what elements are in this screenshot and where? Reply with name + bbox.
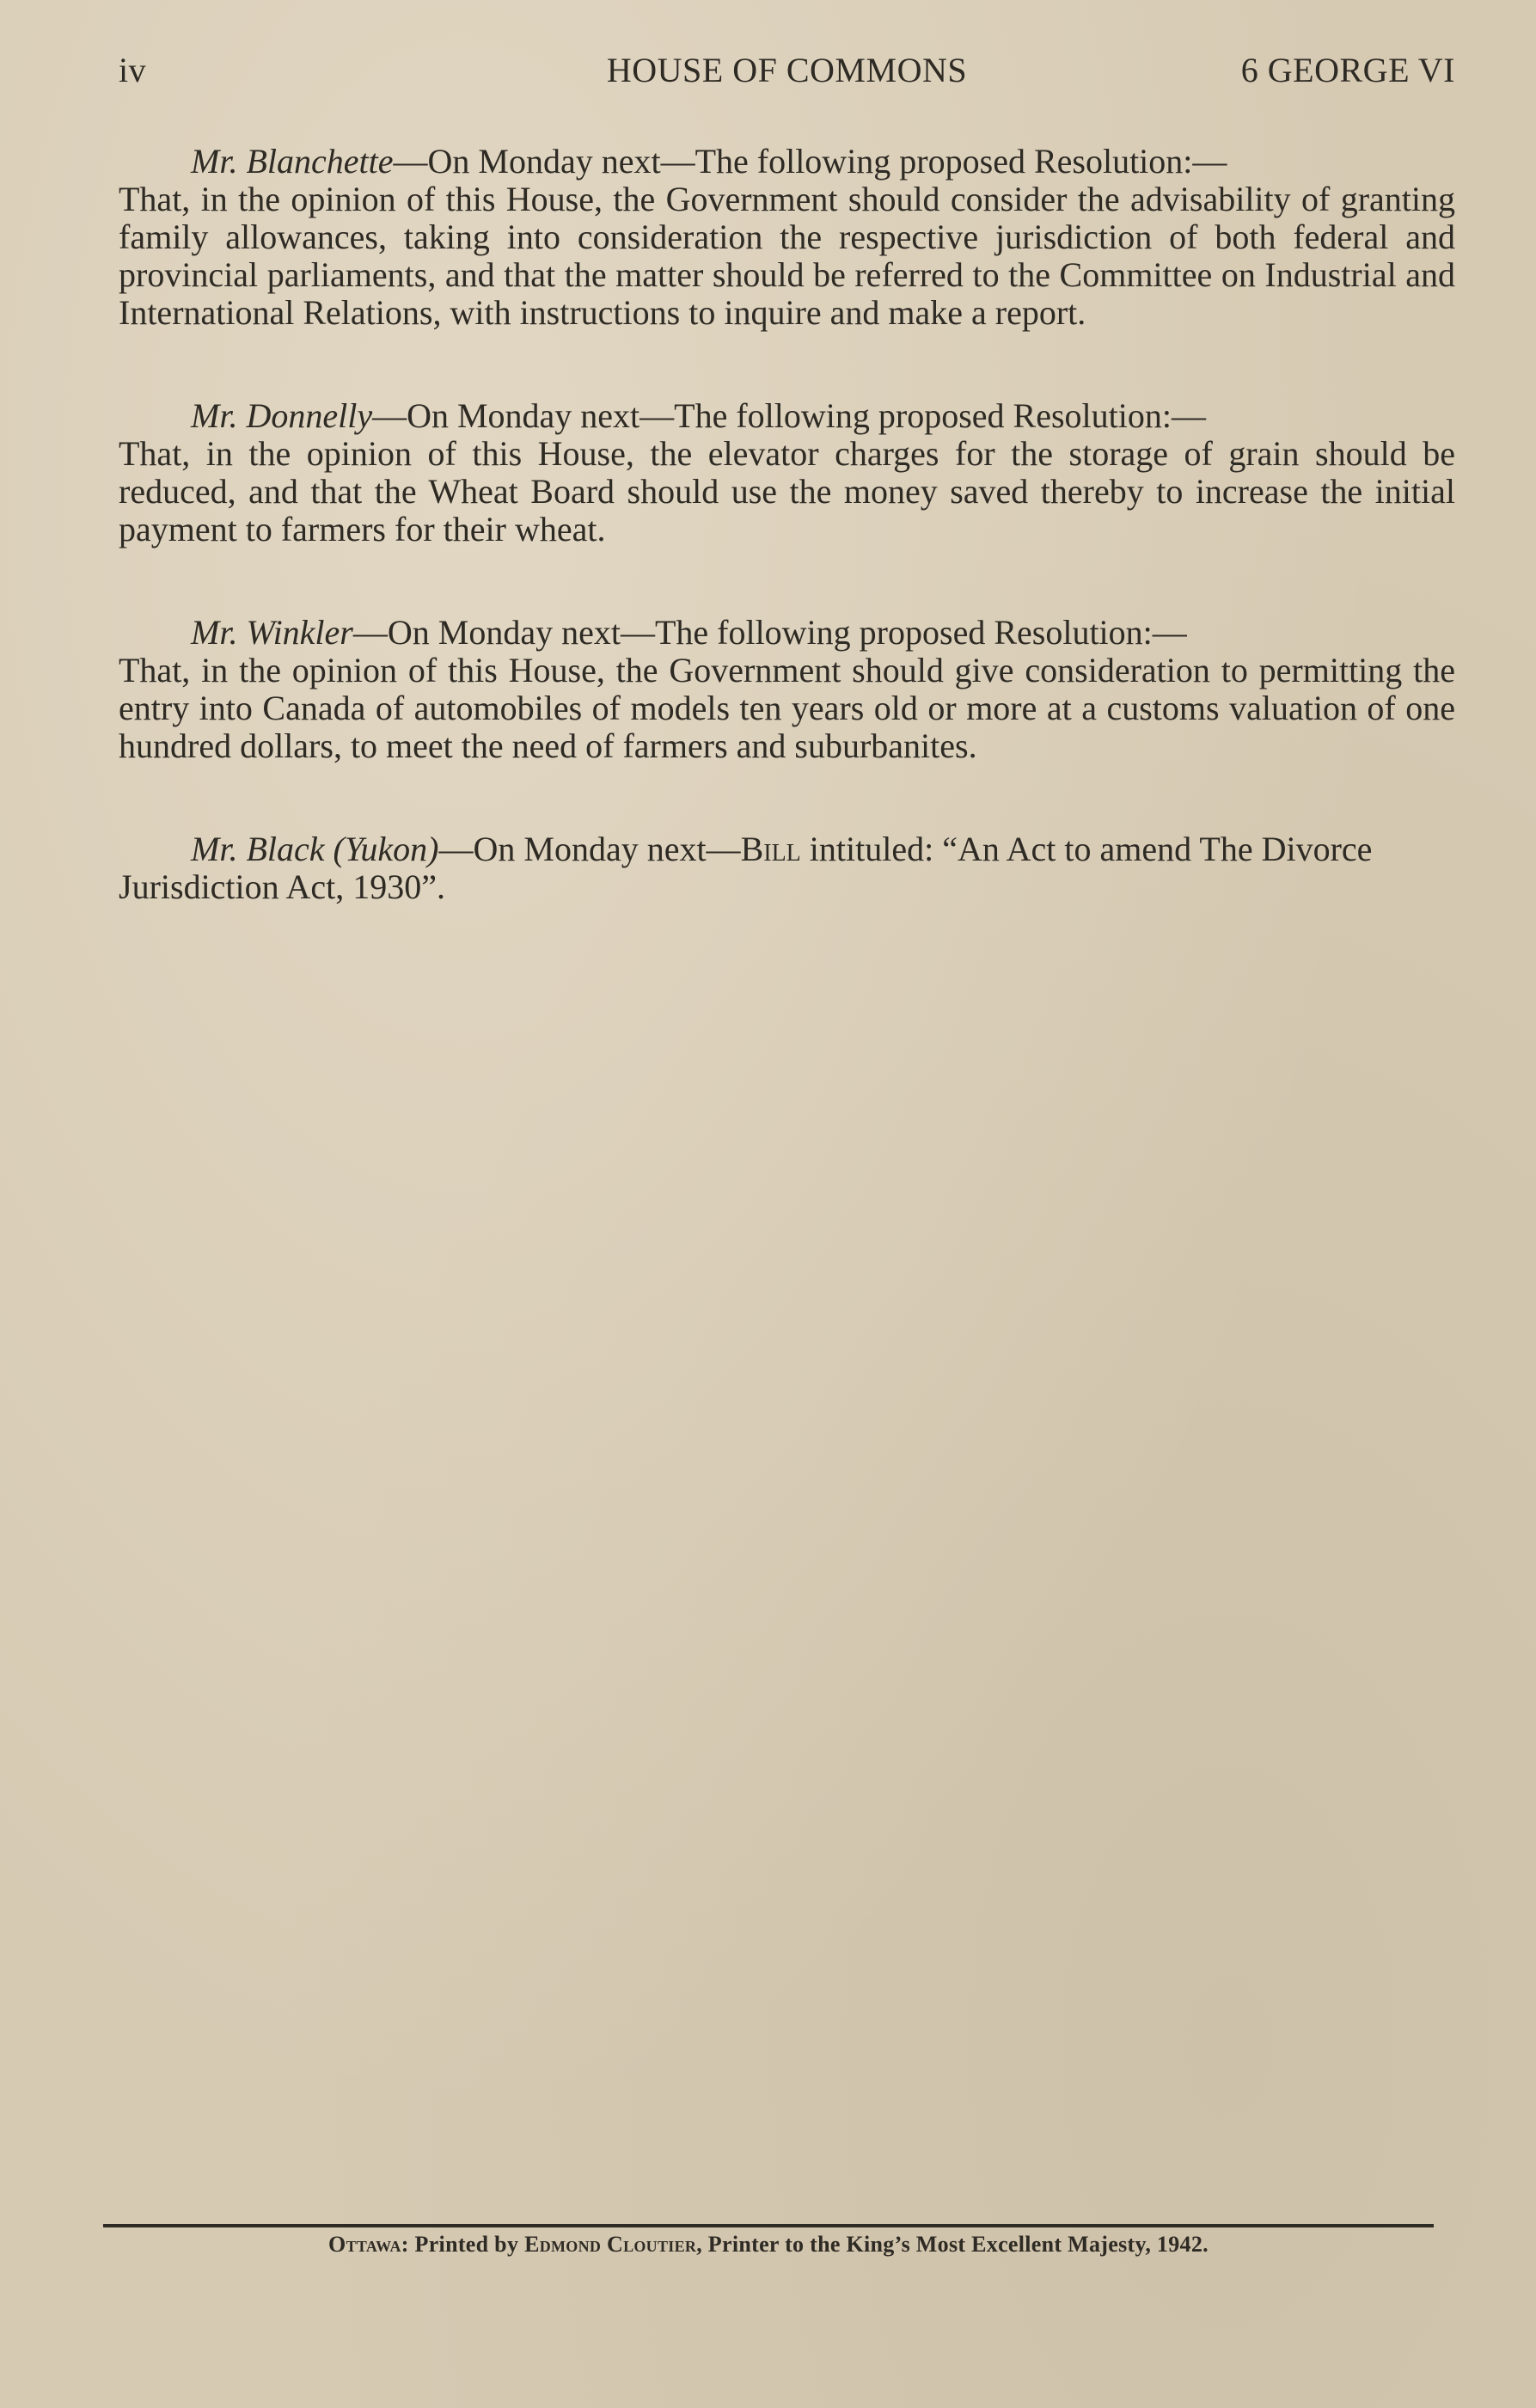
imprint-place: Ottawa [328,2232,401,2257]
notices-of-motion [119,143,1455,971]
resolution-text: That, in the opinion of this House, the Government should consider the advisability of granting family allowances, taking into consideration the respective jurisdiction of both federal and provincial parliaments, and that the matter should be referred to the Committee on Industrial and International Relations, with instructions to inquire and make a report. [119,180,1455,332]
member-name: Mr. Black (Yukon) [191,830,439,868]
notice-black-yukon [119,830,1455,906]
footer-rule [103,2224,1434,2227]
member-name: Mr. Donnelly [191,396,373,435]
regnal-year: 6 GEORGE VI [1240,51,1455,89]
page-header [119,50,1455,98]
imprint-rest: , Printer to the King’s Most Excellent Majesty, 1942. [696,2232,1209,2257]
bill-title: intituled: “An Act to amend The Divorce Jurisdiction Act, 1930”. [119,830,1373,906]
notice-lead: —On Monday next—The following proposed Resolution:— [352,613,1187,652]
member-name: Mr. Winkler [191,613,353,652]
page-number: iv [119,51,147,89]
notice-lead: —On Monday next—The following proposed Resolution:— [393,142,1227,181]
member-name: Mr. Blanchette [191,142,394,181]
resolution-text: That, in the opinion of this House, the Government should give consideration to permitting the entry into Canada of automobiles of models ten years old or more at a customs valuation of one hundred dollars, to meet the need of farmers and suburbanites. [119,651,1455,765]
notice-lead: —On Monday next—The following proposed Resolution:— [372,396,1206,435]
notice-winkler [119,614,1455,765]
printer-imprint [103,2232,1434,2258]
imprint-sep: : Printed by [401,2232,525,2257]
bill-word: Bill [740,830,801,868]
running-title: HOUSE OF COMMONS [606,51,968,89]
imprint-printer: Edmond Cloutier [524,2232,697,2257]
resolution-text: That, in the opinion of this House, the elevator charges for the storage of grain should be reduced, and that the Wheat Board should use the money saved thereby to increase the initial payment to farmers for their wheat. [119,434,1455,548]
notice-blanchette [119,143,1455,332]
notice-donnelly [119,397,1455,548]
notice-lead: —On Monday next— [438,830,741,868]
